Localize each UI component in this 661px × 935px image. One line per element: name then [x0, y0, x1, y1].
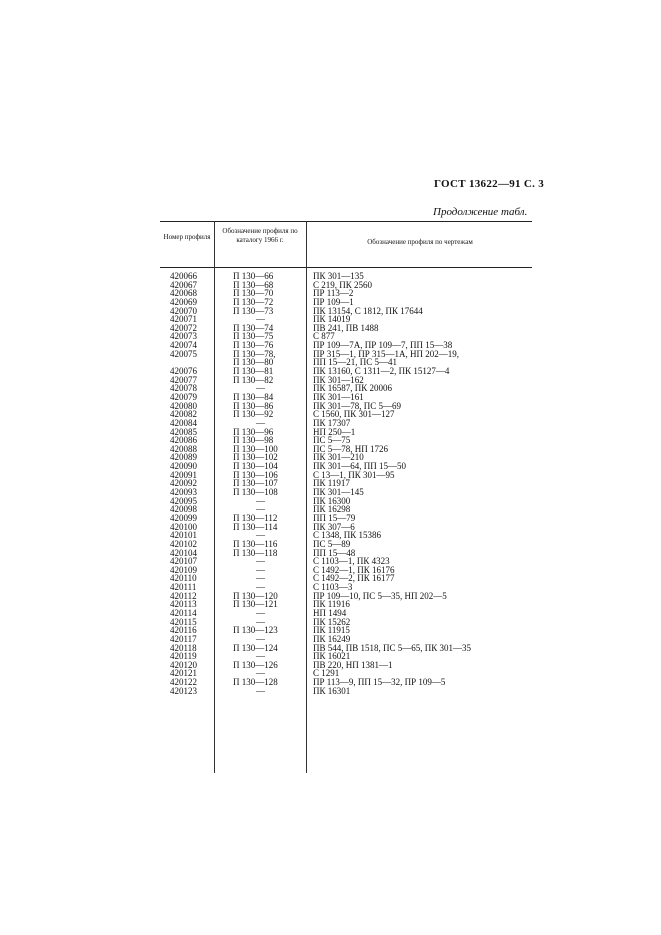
drawing-designation: ПР 315—1, ПР 315—1А, НП 202—19, [313, 348, 460, 359]
catalog-designation: — [256, 685, 265, 696]
profile-number: 420099 [170, 512, 197, 523]
catalog-designation: П 130—74 [233, 322, 274, 333]
drawing-designation: ПК 16249 [313, 633, 351, 644]
catalog-designation: П 130—86 [233, 400, 274, 411]
drawing-designation: ПК 16021 [313, 651, 351, 662]
table-top-rule [160, 221, 532, 222]
catalog-designation: П 130—92 [233, 409, 274, 420]
catalog-designation: П 130—123 [233, 625, 278, 636]
profile-number: 420120 [170, 659, 197, 670]
catalog-designation: П 130—102 [233, 452, 278, 463]
profile-number: 420090 [170, 461, 197, 472]
profile-number: 420107 [170, 556, 197, 567]
profile-number: 420088 [170, 443, 197, 454]
profile-number: 420092 [170, 478, 197, 489]
drawing-designation: С 1291 [313, 668, 340, 679]
catalog-designation: П 130—124 [233, 642, 278, 653]
drawing-designation: НП 1494 [313, 607, 347, 618]
drawing-designation: ПВ 544, ПВ 1518, ПС 5—65, ПК 301—35 [313, 642, 472, 653]
drawing-designation: ПП 15—79 [313, 512, 356, 523]
catalog-designation: П 130—73 [233, 305, 274, 316]
catalog-designation: П 130—108 [233, 487, 278, 498]
drawing-designation: ПВ 241, ПВ 1488 [313, 322, 379, 333]
profile-number: 420100 [170, 521, 197, 532]
catalog-designation: П 130—112 [233, 512, 278, 523]
catalog-designation: П 130—70 [233, 288, 274, 299]
page-header: ГОСТ 13622—91 С. 3 [434, 178, 545, 190]
profile-number: 420113 [170, 599, 197, 610]
catalog-designation: П 130—84 [233, 391, 274, 402]
catalog-designation: П 130—120 [233, 590, 278, 601]
drawing-designation: С 877 [313, 331, 335, 342]
profile-number: 420122 [170, 677, 197, 688]
column-header-drawing: Обозначение профиля по чертежам [367, 238, 473, 246]
profile-number: 420082 [170, 409, 197, 420]
profile-number: 420121 [170, 668, 197, 679]
drawing-designation: ПК 17307 [313, 417, 351, 428]
drawing-designation: ПК 301—210 [313, 452, 364, 463]
drawing-designation: ПС 5—89 [313, 538, 351, 549]
drawing-designation: ПК 11915 [313, 625, 350, 636]
catalog-designation: — [256, 616, 265, 627]
catalog-designation: — [256, 314, 265, 325]
catalog-designation: П 130—76 [233, 340, 274, 351]
catalog-designation: П 130—104 [233, 461, 278, 472]
profile-number: 420101 [170, 530, 197, 541]
drawing-designation: ПК 11916 [313, 599, 350, 610]
drawing-designation: ПП 15—21, ПС 5—41 [313, 357, 398, 368]
drawing-designation: НП 250—1 [313, 426, 356, 437]
profile-number: 420066 [170, 271, 197, 281]
catalog-designation: П 130—72 [233, 296, 274, 307]
catalog-designation: П 130—114 [233, 521, 278, 532]
catalog-designation: — [256, 417, 265, 428]
drawing-designation: С 1103—3 [313, 582, 353, 593]
profile-number: 420116 [170, 625, 197, 636]
profile-number: 420109 [170, 564, 197, 575]
profile-number: 420102 [170, 538, 197, 549]
catalog-designation: П 130—121 [233, 599, 278, 610]
catalog-designation: — [256, 633, 265, 644]
catalog-designation: — [256, 383, 265, 394]
catalog-designation: — [256, 668, 265, 679]
catalog-designation: — [256, 564, 265, 575]
profile-number: 420086 [170, 435, 197, 446]
catalog-designation: П 130—96 [233, 426, 274, 437]
catalog-designation: П 130—128 [233, 677, 278, 688]
profile-number: 420098 [170, 504, 197, 515]
catalog-designation: П 130—82 [233, 374, 274, 385]
table-header-rule [160, 267, 532, 268]
drawing-designation: ПК 301—162 [313, 374, 364, 385]
drawing-designation: С 1103—1, ПК 4323 [313, 556, 390, 567]
profile-number: 420104 [170, 547, 197, 558]
table-row [0, 687, 661, 696]
catalog-designation: П 130—100 [233, 443, 278, 454]
column-header-catalog: Обозначение профиля по каталогу 1966 г. [222, 227, 298, 244]
drawing-designation: С 1348, ПК 15386 [313, 530, 382, 541]
drawing-designation: С 13—1, ПК 301—95 [313, 469, 395, 480]
profile-number: 420112 [170, 590, 197, 601]
profile-number: 420089 [170, 452, 197, 463]
drawing-designation: ПК 16300 [313, 495, 351, 506]
profile-number: 420072 [170, 322, 197, 333]
catalog-designation: — [256, 556, 265, 567]
profile-number: 420074 [170, 340, 197, 351]
catalog-designation: — [256, 582, 265, 593]
catalog-designation: П 130—75 [233, 331, 274, 342]
drawing-designation: ПР 109—10, ПС 5—35, НП 202—5 [313, 590, 447, 601]
column-header-number: Номер профиля [163, 233, 211, 241]
drawing-designation: ПК 13160, С 1311—2, ПК 15127—4 [313, 366, 450, 377]
drawing-designation: ПК 11917 [313, 478, 350, 489]
drawing-designation: ПК 14019 [313, 314, 351, 325]
drawing-designation: ПП 15—48 [313, 547, 356, 558]
profile-number: 420095 [170, 495, 197, 506]
catalog-designation: П 130—126 [233, 659, 278, 670]
catalog-designation: — [256, 573, 265, 584]
profile-number: 420117 [170, 633, 197, 644]
catalog-designation: П 130—68 [233, 279, 274, 290]
profile-number: 420073 [170, 331, 197, 342]
profile-number: 420093 [170, 487, 197, 498]
drawing-designation: ПК 16587, ПК 20006 [313, 383, 393, 394]
profile-number: 420111 [170, 582, 197, 593]
catalog-designation: П 130—118 [233, 547, 278, 558]
drawing-designation: ПК 16298 [313, 504, 351, 515]
table-body [0, 272, 661, 695]
catalog-designation: — [256, 495, 265, 506]
catalog-designation: — [256, 530, 265, 541]
catalog-designation: П 130—66 [233, 271, 274, 281]
profile-number: 420068 [170, 288, 197, 299]
profile-number: 420075 [170, 348, 197, 359]
drawing-designation: С 1492—1, ПК 16176 [313, 564, 395, 575]
profile-number: 420110 [170, 573, 197, 584]
profile-number: 420080 [170, 400, 197, 411]
profile-number: 420119 [170, 651, 197, 662]
drawing-designation: С 219, ПК 2560 [313, 279, 373, 290]
drawing-designation: С 1492—2, ПК 16177 [313, 573, 395, 584]
catalog-designation: — [256, 607, 265, 618]
catalog-designation: П 130—98 [233, 435, 274, 446]
profile-number: 420091 [170, 469, 197, 480]
drawing-designation: ПК 301—135 [313, 271, 364, 281]
catalog-designation: П 130—80 [233, 357, 274, 368]
catalog-designation: П 130—78, [233, 348, 276, 359]
catalog-designation: П 130—81 [233, 366, 274, 377]
catalog-designation: П 130—107 [233, 478, 278, 489]
catalog-designation: — [256, 504, 265, 515]
profile-number: 420079 [170, 391, 197, 402]
profile-number: 420078 [170, 383, 197, 394]
profile-number: 420123 [170, 685, 197, 696]
drawing-designation: ПК 301—161 [313, 391, 364, 402]
profile-number: 420069 [170, 296, 197, 307]
profile-number: 420114 [170, 607, 197, 618]
drawing-designation: ПК 301—78, ПС 5—69 [313, 400, 402, 411]
drawing-designation: ПР 109—1 [313, 296, 354, 307]
drawing-designation: ПР 109—7А, ПР 109—7, ПП 15—38 [313, 340, 453, 351]
drawing-designation: ПК 301—64, ПП 15—50 [313, 461, 407, 472]
profile-number: 420076 [170, 366, 197, 377]
drawing-designation: ПК 15262 [313, 616, 351, 627]
drawing-designation: ПК 13154, С 1812, ПК 17644 [313, 305, 423, 316]
profile-number: 420070 [170, 305, 197, 316]
catalog-designation: П 130—116 [233, 538, 278, 549]
profile-number: 420077 [170, 374, 197, 385]
profile-number: 420071 [170, 314, 197, 325]
profile-number: 420084 [170, 417, 197, 428]
drawing-designation: ПР 113—9, ПП 15—32, ПР 109—5 [313, 677, 446, 688]
drawing-designation: ПК 301—145 [313, 487, 364, 498]
catalog-designation: — [256, 651, 265, 662]
profile-number: 420067 [170, 279, 197, 290]
profile-number: 420115 [170, 616, 197, 627]
drawing-designation: ПК 307—6 [313, 521, 355, 532]
profile-number: 420085 [170, 426, 197, 437]
profile-number: 420118 [170, 642, 197, 653]
catalog-designation: П 130—106 [233, 469, 278, 480]
table-continuation-label: Продолжение табл. [433, 206, 528, 218]
drawing-designation: ПВ 220, НП 1381—1 [313, 659, 393, 670]
drawing-designation: ПС 5—78, НП 1726 [313, 443, 389, 454]
drawing-designation: ПС 5—75 [313, 435, 351, 446]
drawing-designation: ПК 16301 [313, 685, 351, 696]
drawing-designation: ПР 113—2 [313, 288, 354, 299]
drawing-designation: С 1560, ПК 301—127 [313, 409, 395, 420]
